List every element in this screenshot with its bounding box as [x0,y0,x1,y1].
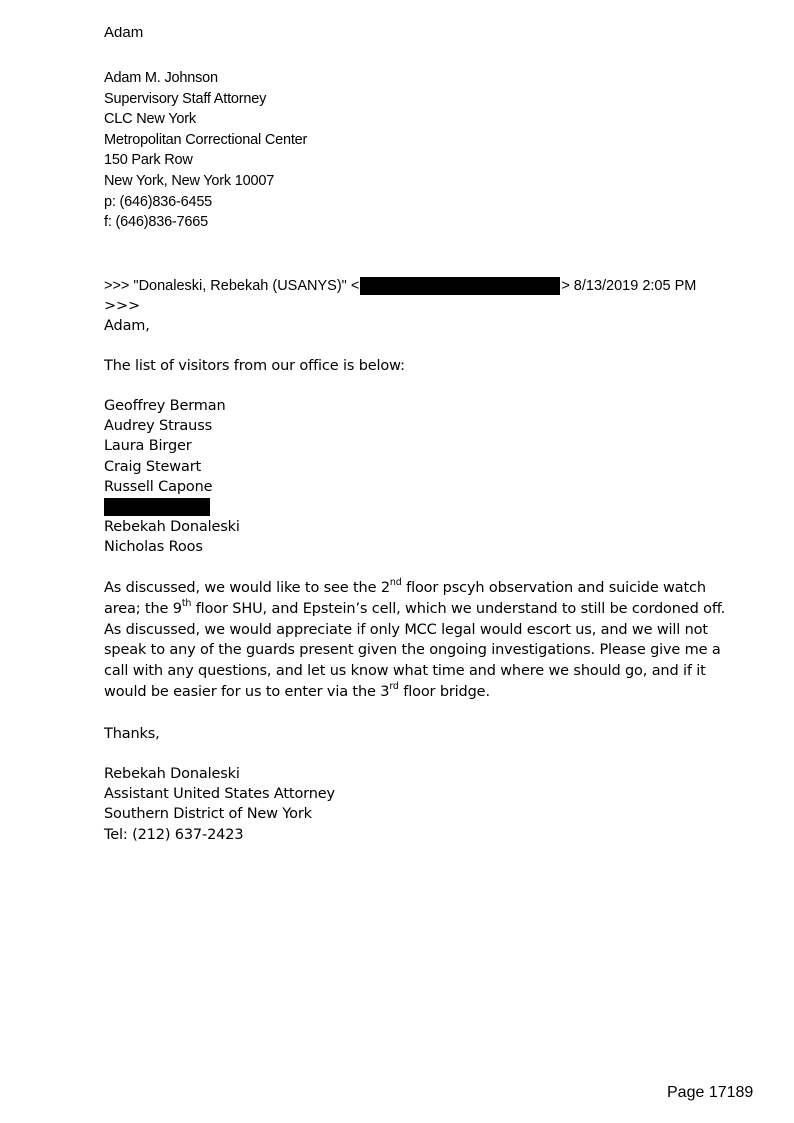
greeting: Adam, [104,318,150,335]
signature-line: f: (646)836-7665 [104,214,209,231]
intro-block [104,356,405,376]
signature-line: CLC New York [104,111,196,128]
email-body [104,296,150,336]
visitor-list [104,396,240,558]
signature-line: Supervisory Staff Attorney [104,90,267,107]
header-prefix: >>> "Donaleski, Rebekah (USANYS)" < [104,278,360,294]
visitor-name: Craig Stewart [104,458,202,475]
visitor-redaction-row [104,497,240,517]
paragraph-line: area; the 9th floor SHU, and Epstein’s cell, which we understand to still be cordoned off. [104,597,726,617]
visitor-name: Audrey Strauss [104,418,213,435]
paragraph-line: As discussed, we would appreciate if only MCC legal would escort us, and we will not [104,621,708,638]
signature-line: 150 Park Row [104,152,193,169]
sender-signature [104,68,307,233]
quoted-email-header [104,276,696,296]
email-redaction [360,277,560,295]
author-signature [104,764,335,845]
visitor-name: Russell Capone [104,478,213,495]
signature-line: Rebekah Donaleski [104,766,240,782]
header-suffix: > 8/13/2019 2:05 PM [561,278,697,294]
visitor-name: Geoffrey Berman [104,398,226,414]
signature-line: Adam M. Johnson [104,70,218,86]
visitor-name: Laura Birger [104,438,192,455]
quote-continuation: >>> [104,298,140,314]
paragraph-line: speak to any of the guards present given the ongoing investigations. Please give me a [104,642,721,659]
clipped-sign-off: Adam [104,27,144,37]
visitor-name: Nicholas Roos [104,539,203,556]
signature-line: Assistant United States Attorney [104,786,335,803]
signature-line: p: (646)836-6455 [104,193,213,210]
signature-line: New York, New York 10007 [104,172,275,189]
paragraph-line: As discussed, we would like to see the 2nd floor pscyh observation and suicide watch [104,577,706,596]
paragraph-line: would be easier for us to enter via the 3rd floor bridge. [104,681,490,700]
signature-line: Metropolitan Correctional Center [104,131,308,148]
visitor-name: Rebekah Donaleski [104,519,240,536]
paragraph-line: call with any questions, and let us know what time and where we should go, and if it [104,663,706,680]
page-number: Page 17189 [667,1084,754,1101]
signature-line: Tel: (212) 637-2423 [104,826,244,843]
request-paragraph [104,578,725,703]
closing-block [104,724,160,744]
intro-text: The list of visitors from our office is below: [104,358,405,374]
closing: Thanks, [104,726,160,742]
name-redaction [104,498,210,516]
signature-line: Southern District of New York [104,806,312,823]
